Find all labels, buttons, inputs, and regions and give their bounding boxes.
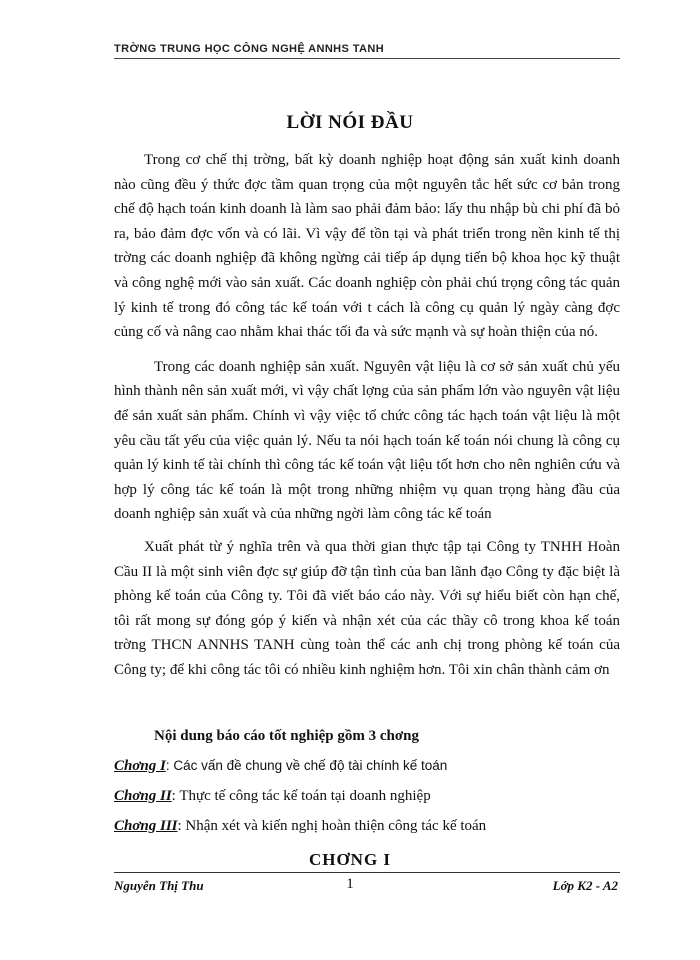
footer-class: Lớp K2 - A2 [552, 878, 618, 893]
footer-author: Nguyễn Thị Thu [114, 878, 204, 893]
outline-chapter-3 [114, 818, 486, 835]
chapter-1-label: Chơng I [114, 758, 166, 774]
chapter-1-text: : Các vấn đề chung về chế độ tài chính kế toán [165, 758, 448, 773]
footer-divider [114, 872, 620, 873]
outline-chapter-2 [114, 788, 431, 805]
report-outline-title: Nội dung báo cáo tốt nghiệp gồm 3 chơng [154, 728, 420, 744]
paragraph-2: Trong các doanh nghiệp sản xuất. Nguyên vật liệu là cơ sở sản xuất chủ yếu hình thành nên sản xuất mới, vì vậy chất lợng của sản phẩm lớn vào nguyên vật liệu để sản xuất sản phẩm. Chính vì vậy việc tổ chức công tác hạch toán vật liệu là một yêu cầu tất yếu của việc quản lý. Nếu ta nói hạch toán kế toán nói chung là công cụ quản lý kinh tế tài chính thì công tác kế toán vật liệu tốt hơn cho nên nghiên cứu và hợp lý công tác kế toán là một trong những nhiệm vụ quan trọng hàng đầu của doanh nghiệp sản xuất và của những ngời làm công tác kế toán [114, 358, 620, 523]
paragraph-1: Trong cơ chế thị trờng, bất kỳ doanh nghiệp hoạt động sản xuất kinh doanh nào cũng đều ý thức đợc tầm quan trọng của một nguyên tắc hết sức cơ bản trong chế độ hạch toán kinh doanh là làm sao phải đảm bảo: lấy thu nhập bù chi phí đã bỏ ra, bảo đảm đợc vốn và có lãi. Vì vậy để tồn tại và phát triển trong nền kinh tế thị trờng các doanh nghiệp đã không ngừng cải tiếp áp dụng tiến bộ khoa học kỹ thuật và công nghệ mới vào sản xuất. Các doanh nghiệp còn phải chú trọng công tác quản lý kinh tế trong đó công tác kế toán với t cách là công cụ quản lý ngày càng đợc củng cố và nâng cao nhằm khai thác tối đa và sức mạnh và sự hoàn thiện của nó. [114, 152, 620, 341]
paragraph-3: Xuất phát từ ý nghĩa trên và qua thời gian thực tập tại Công ty TNHH Hoàn Cầu II là một sinh viên đợc sự giúp đỡ tận tình của ban lãnh đạo Công ty đặc biệt là phòng kế toán của Công ty. Tôi đã viết báo cáo này. Với sự hiểu biết còn hạn chế, tôi rất mong sự đóng góp ý kiến và nhận xét của các thầy cô trong khoa kế toán trờng THCN ANNHS TANH cùng toàn thể các anh chị trong phòng kế toán của Công ty; để khi công tác tôi có nhiều kinh nghiệm hơn. Tôi xin chân thành cảm ơn [114, 538, 620, 678]
outline-chapter-1 [114, 758, 447, 775]
chapter-heading: CHƠNG I [308, 850, 392, 869]
chapter-2-text: : Thực tế công tác kế toán tại doanh nghiệp [171, 788, 431, 804]
chapter-2-label: Chơng II [114, 788, 172, 804]
chapter-3-label: Chơng III [114, 818, 178, 834]
document-title: LỜI NÓI ĐẦU [286, 112, 414, 133]
page-header: TRỜNG TRUNG HỌC CÔNG NGHỆ ANNHS TANH [114, 43, 385, 55]
body-text [114, 148, 620, 682]
header-divider [114, 58, 620, 59]
chapter-3-text: : Nhận xét và kiến nghị hoàn thiện công tác kế toán [177, 818, 487, 834]
page-number: 1 [346, 876, 354, 892]
